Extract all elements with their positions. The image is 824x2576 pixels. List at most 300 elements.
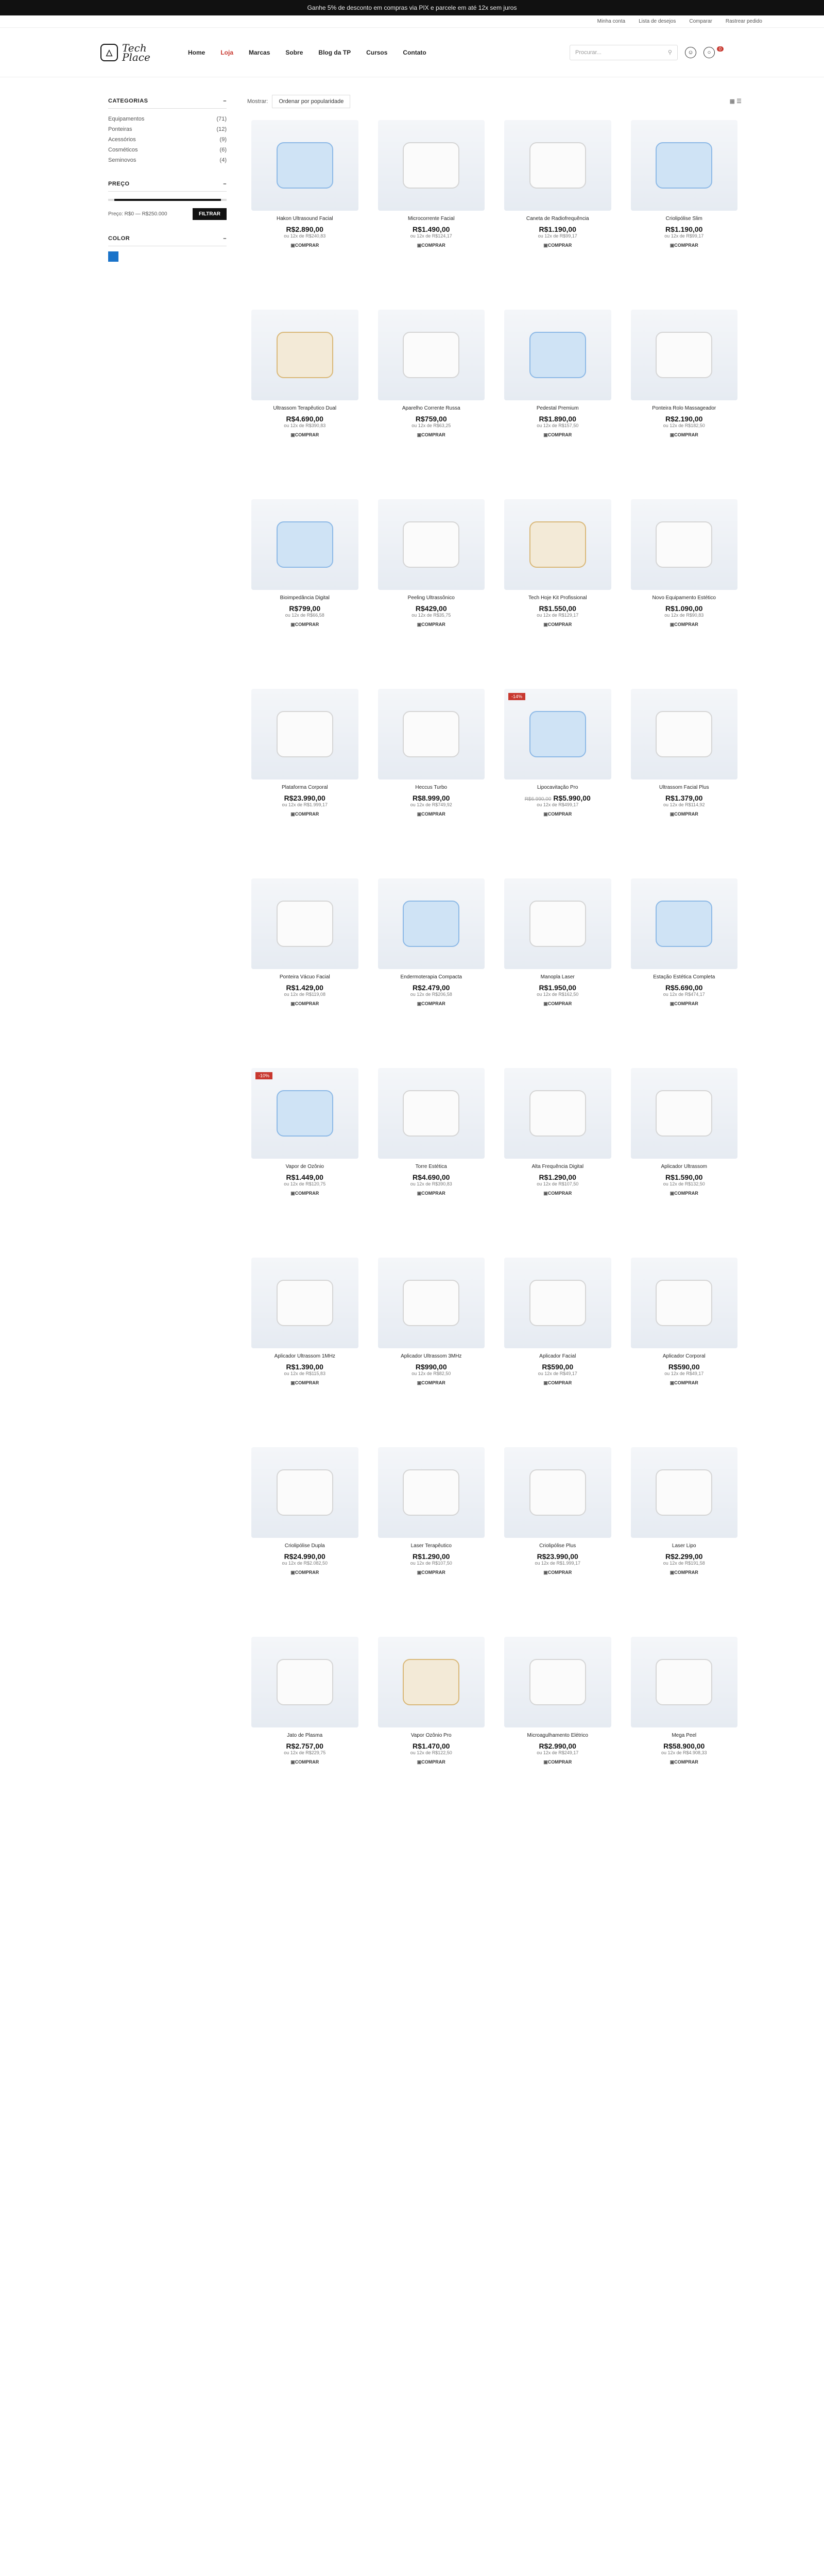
buy-button[interactable]: ▣ COMPRAR	[670, 1380, 698, 1386]
product-price: R$24.990,00	[284, 1552, 325, 1561]
cart-count-badge: 0	[717, 46, 724, 52]
color-swatch-blue[interactable]	[108, 251, 118, 262]
product-card[interactable]	[500, 499, 615, 689]
product-price: R$4.690,00	[413, 1173, 450, 1181]
product-price: R$1.090,00	[665, 604, 703, 613]
installments: ou 12x de R$119,08	[284, 992, 325, 997]
product-card[interactable]	[627, 1637, 742, 1826]
installments: ou 12x de R$249,17	[537, 1750, 579, 1755]
product-card[interactable]	[627, 878, 742, 1068]
logo-text: Tech Place	[122, 41, 150, 63]
product-title[interactable]: Laser Terapêutico	[410, 1543, 452, 1549]
installments: ou 12x de R$90,83	[664, 613, 704, 618]
product-price: R$1.290,00	[539, 1173, 576, 1181]
product-price: R$590,00	[668, 1363, 700, 1371]
product-photo	[403, 332, 459, 378]
product-photo	[656, 1090, 712, 1137]
product-price: R$429,00	[415, 604, 447, 613]
nav-brands[interactable]: Marcas	[249, 48, 270, 56]
buy-button[interactable]: ▣ COMPRAR	[543, 1001, 572, 1007]
product-photo	[656, 142, 712, 189]
listing-toolbar	[247, 98, 742, 105]
product-price: R$2.479,00	[413, 984, 450, 992]
product-price: R$2.190,00	[665, 415, 703, 423]
product-title[interactable]: Plataforma Corporal	[282, 785, 328, 790]
promo-text: Ganhe 5% de desconto em compras via PIX e parcele em até 12x sem juros	[307, 4, 517, 11]
installments: ou 12x de R$4.908,33	[661, 1750, 707, 1755]
installments: ou 12x de R$206,58	[410, 992, 452, 997]
nav-courses[interactable]: Cursos	[366, 48, 388, 56]
nav-contact[interactable]: Contato	[403, 48, 426, 56]
product-title[interactable]: Manopla Laser	[540, 974, 575, 980]
product-photo	[277, 142, 333, 189]
product-title[interactable]: Endermoterapia Compacta	[400, 974, 462, 980]
product-photo	[656, 711, 712, 757]
category-item[interactable]: Acessórios (9)	[108, 137, 227, 143]
product-image[interactable]	[631, 689, 738, 779]
product-photo	[277, 521, 333, 568]
product-title[interactable]: Bioimpedância Digital	[280, 595, 330, 601]
installments: ou 12x de R$749,92	[410, 802, 452, 807]
product-photo	[277, 711, 333, 757]
installments: ou 12x de R$474,17	[663, 992, 705, 997]
price-title: PREÇO	[108, 181, 130, 187]
site-header	[0, 28, 824, 77]
product-card[interactable]	[247, 1068, 363, 1258]
product-image[interactable]	[631, 499, 738, 590]
product-image[interactable]	[631, 1258, 738, 1348]
product-price: R$1.290,00	[413, 1552, 450, 1561]
buy-button[interactable]: ▣ COMPRAR	[670, 1570, 698, 1575]
product-title[interactable]: Laser Lipo	[672, 1543, 696, 1549]
product-title[interactable]: Aplicador Ultrassom 3MHz	[401, 1353, 462, 1359]
product-image[interactable]	[631, 1447, 738, 1538]
category-item[interactable]: Equipamentos (71)	[108, 116, 227, 122]
product-price: R$1.470,00	[413, 1742, 450, 1750]
old-price: R$6.990,00	[524, 796, 552, 802]
buy-button[interactable]: ▣ COMPRAR	[290, 1759, 319, 1765]
buy-button[interactable]: ▣ COMPRAR	[417, 811, 445, 817]
installments: ou 12x de R$182,50	[663, 423, 705, 428]
category-item[interactable]: Seminovos (4)	[108, 157, 227, 163]
product-photo	[529, 1659, 586, 1705]
buy-button[interactable]: ▣ COMPRAR	[543, 243, 572, 248]
logo-icon: △	[100, 44, 118, 61]
product-price: R$2.299,00	[665, 1552, 703, 1561]
buy-button[interactable]: ▣ COMPRAR	[670, 1001, 698, 1007]
product-price: R$2.757,00	[286, 1742, 323, 1750]
installments: ou 12x de R$229,75	[284, 1750, 326, 1755]
buy-button[interactable]: ▣ COMPRAR	[417, 1001, 445, 1007]
product-card[interactable]	[247, 1258, 363, 1447]
product-price: R$1.390,00	[286, 1363, 323, 1371]
product-price: R$1.190,00	[665, 225, 703, 233]
product-photo	[656, 1469, 712, 1516]
grid-view-icon[interactable]: ▦	[729, 98, 735, 105]
buy-button[interactable]: ▣ COMPRAR	[543, 1759, 572, 1765]
product-card[interactable]	[500, 120, 615, 310]
product-image[interactable]	[378, 499, 485, 590]
product-card[interactable]	[374, 1068, 489, 1258]
installments: ou 12x de R$35,75	[411, 613, 451, 618]
product-photo	[277, 332, 333, 378]
show-label: Mostrar:	[247, 98, 268, 105]
product-card[interactable]	[627, 499, 742, 689]
buy-button[interactable]: ▣ COMPRAR	[290, 432, 319, 438]
product-image[interactable]	[251, 1258, 358, 1348]
product-image[interactable]	[504, 1447, 611, 1538]
product-card[interactable]	[627, 310, 742, 499]
sale-badge: -10%	[255, 1072, 272, 1079]
logo[interactable]	[100, 43, 167, 62]
product-photo	[403, 142, 459, 189]
main-nav	[188, 49, 426, 56]
category-item[interactable]: Cosméticos (6)	[108, 147, 227, 153]
product-title[interactable]: Hakon Ultrasound Facial	[277, 216, 333, 222]
product-price: R$2.890,00	[286, 225, 323, 233]
buy-button[interactable]: ▣ COMPRAR	[543, 622, 572, 628]
utility-bar	[0, 15, 824, 28]
product-price: R$1.490,00	[413, 225, 450, 233]
product-price: R$590,00	[542, 1363, 574, 1371]
product-title[interactable]: Jato de Plasma	[287, 1733, 323, 1738]
product-image[interactable]	[251, 120, 358, 211]
product-card[interactable]	[247, 1447, 363, 1637]
product-price: R$23.990,00	[537, 1552, 578, 1561]
product-card[interactable]	[247, 689, 363, 878]
product-card[interactable]	[500, 1447, 615, 1637]
product-image[interactable]	[378, 1447, 485, 1538]
installments: ou 12x de R$82,50	[411, 1371, 451, 1376]
product-title[interactable]: Ponteira Vácuo Facial	[279, 974, 330, 980]
installments: ou 12x de R$157,50	[537, 423, 579, 428]
product-card[interactable]	[247, 310, 363, 499]
list-view-icon[interactable]: ☰	[736, 98, 742, 105]
product-image[interactable]	[378, 689, 485, 779]
installments: ou 12x de R$107,50	[410, 1561, 452, 1566]
installments: ou 12x de R$129,17	[537, 613, 579, 618]
product-card[interactable]	[627, 1068, 742, 1258]
installments: ou 12x de R$115,83	[284, 1371, 325, 1376]
installments: ou 12x de R$49,17	[538, 1371, 577, 1376]
buy-button[interactable]: ▣ COMPRAR	[290, 1001, 319, 1007]
installments: ou 12x de R$162,50	[537, 992, 579, 997]
product-photo	[277, 1659, 333, 1705]
buy-button[interactable]: ▣ COMPRAR	[290, 1570, 319, 1575]
product-photo	[277, 1469, 333, 1516]
buy-button[interactable]: ▣ COMPRAR	[290, 811, 319, 817]
product-image[interactable]	[251, 1637, 358, 1727]
installments: ou 12x de R$124,17	[410, 233, 452, 239]
product-title[interactable]: Lipocavitação Pro	[537, 785, 578, 790]
product-image[interactable]	[378, 1258, 485, 1348]
installments: ou 12x de R$114,92	[663, 802, 705, 807]
product-title[interactable]: Criolipólise Dupla	[284, 1543, 325, 1549]
product-photo	[656, 1280, 712, 1326]
product-image[interactable]	[251, 689, 358, 779]
product-image[interactable]	[504, 120, 611, 211]
product-image[interactable]	[504, 689, 611, 779]
product-photo	[403, 1659, 459, 1705]
product-card[interactable]	[500, 1258, 615, 1447]
product-card[interactable]	[374, 499, 489, 689]
cart-icon[interactable]: ○	[703, 47, 715, 58]
collapse-icon[interactable]: –	[223, 98, 227, 104]
product-price: R$990,00	[415, 1363, 447, 1371]
product-price: R$2.990,00	[539, 1742, 576, 1750]
product-title[interactable]: Mega Peel	[672, 1733, 697, 1738]
product-title[interactable]: Heccus Turbo	[415, 785, 448, 790]
product-image[interactable]	[378, 120, 485, 211]
installments: ou 12x de R$240,83	[284, 233, 326, 239]
product-card[interactable]	[374, 120, 489, 310]
product-card[interactable]	[247, 120, 363, 310]
product-title[interactable]: Caneta de Radiofrequência	[526, 216, 589, 222]
product-image[interactable]	[631, 1637, 738, 1727]
product-image[interactable]	[504, 878, 611, 969]
product-title[interactable]: Peeling Ultrassônico	[407, 595, 455, 601]
buy-button[interactable]: ▣ COMPRAR	[290, 1191, 319, 1196]
product-image[interactable]	[504, 1068, 611, 1159]
product-image[interactable]	[378, 1068, 485, 1159]
buy-button[interactable]: ▣ COMPRAR	[417, 1191, 445, 1196]
subbar-link-account[interactable]: Minha conta	[597, 19, 626, 24]
product-card[interactable]	[247, 499, 363, 689]
product-photo	[403, 1280, 459, 1326]
product-title[interactable]: Ponteira Rolo Massageador	[652, 405, 716, 411]
filter-button[interactable]: FILTRAR	[193, 208, 227, 220]
installments: ou 12x de R$499,17	[537, 802, 579, 807]
product-title[interactable]: Aplicador Corporal	[662, 1353, 706, 1359]
buy-button[interactable]: ▣ COMPRAR	[417, 432, 445, 438]
installments: ou 12x de R$122,50	[410, 1750, 452, 1755]
product-price: R$1.449,00	[286, 1173, 323, 1181]
product-price: R$1.429,00	[286, 984, 323, 992]
product-photo	[403, 711, 459, 757]
product-title[interactable]: Vapor de Ozônio	[285, 1164, 324, 1170]
product-image[interactable]	[631, 310, 738, 400]
installments: ou 12x de R$107,50	[537, 1181, 579, 1187]
product-image[interactable]	[504, 499, 611, 590]
product-price: R$1.890,00	[539, 415, 576, 423]
product-price: R$23.990,00	[284, 794, 325, 802]
product-grid	[247, 120, 742, 1826]
buy-button[interactable]: ▣ COMPRAR	[543, 1191, 572, 1196]
product-price: R$8.999,00	[413, 794, 450, 802]
nav-shop[interactable]: Loja	[220, 48, 234, 56]
search-input[interactable]: Procurar... ⚲	[570, 45, 678, 60]
product-listing	[247, 77, 742, 1826]
product-image[interactable]	[251, 1447, 358, 1538]
product-card[interactable]	[500, 1637, 615, 1826]
installments: ou 12x de R$191,58	[663, 1561, 705, 1566]
price-slider[interactable]	[108, 199, 227, 201]
product-photo	[277, 1090, 333, 1137]
product-photo	[529, 711, 586, 757]
product-price: R$4.690,00	[286, 415, 323, 423]
product-image[interactable]	[378, 1637, 485, 1727]
categories-title: CATEGORIAS	[108, 98, 148, 104]
installments: ou 12x de R$99,17	[538, 233, 577, 239]
user-icon[interactable]: ☺	[685, 47, 696, 58]
product-title[interactable]: Pedestal Premium	[536, 405, 579, 411]
buy-button[interactable]: ▣ COMPRAR	[417, 1380, 445, 1386]
product-title[interactable]: Ultrassom Terapêutico Dual	[273, 405, 337, 411]
product-photo	[529, 521, 586, 568]
product-price: R$1.550,00	[539, 604, 576, 613]
product-image[interactable]	[378, 310, 485, 400]
product-photo	[529, 332, 586, 378]
product-price: R$759,00	[415, 415, 447, 423]
installments: ou 12x de R$2.082,50	[282, 1561, 328, 1566]
installments: ou 12x de R$1.999,17	[282, 802, 328, 807]
product-image[interactable]	[378, 878, 485, 969]
nav-home[interactable]: Home	[188, 48, 205, 56]
product-title[interactable]: Torre Estética	[415, 1164, 447, 1170]
product-photo	[656, 332, 712, 378]
product-title[interactable]: Aplicador Facial	[539, 1353, 576, 1359]
nav-blog[interactable]: Blog da TP	[318, 48, 351, 56]
buy-button[interactable]: ▣ COMPRAR	[290, 622, 319, 628]
product-card[interactable]	[374, 1258, 489, 1447]
buy-button[interactable]: ▣ COMPRAR	[670, 432, 698, 438]
category-item[interactable]: Ponteiras (12)	[108, 126, 227, 132]
product-title[interactable]: Ultrassom Facial Plus	[659, 785, 709, 790]
product-price: R$1.950,00	[539, 984, 576, 992]
installments: ou 12x de R$390,83	[410, 1181, 452, 1187]
buy-button[interactable]: ▣ COMPRAR	[543, 432, 572, 438]
categories-filter	[108, 98, 227, 165]
color-title: COLOR	[108, 235, 130, 242]
buy-button[interactable]: ▣ COMPRAR	[417, 1570, 445, 1575]
product-photo	[529, 142, 586, 189]
product-title[interactable]: Estação Estética Completa	[653, 974, 715, 980]
product-title[interactable]: Vapor Ozônio Pro	[410, 1733, 452, 1738]
product-title[interactable]: Novo Equipamento Estético	[652, 595, 716, 601]
product-image[interactable]	[251, 878, 358, 969]
product-title[interactable]: Aplicador Ultrassom 1MHz	[274, 1353, 335, 1359]
buy-button[interactable]: ▣ COMPRAR	[670, 811, 698, 817]
product-card[interactable]	[627, 1258, 742, 1447]
product-card[interactable]	[374, 310, 489, 499]
product-card[interactable]	[500, 878, 615, 1068]
product-photo	[277, 901, 333, 947]
installments: ou 12x de R$49,17	[664, 1371, 704, 1376]
product-title[interactable]: Criolipólise Slim	[665, 216, 702, 222]
product-card[interactable]	[374, 1637, 489, 1826]
buy-button[interactable]: ▣ COMPRAR	[670, 243, 698, 248]
buy-button[interactable]: ▣ COMPRAR	[290, 1380, 319, 1386]
product-photo	[529, 1090, 586, 1137]
product-image[interactable]	[251, 310, 358, 400]
product-image[interactable]	[504, 1258, 611, 1348]
product-photo	[403, 901, 459, 947]
price-range-text: Preço: R$0 — R$250.000	[108, 211, 167, 217]
product-title[interactable]: Tech Hoje Kit Profissional	[528, 595, 587, 601]
nav-about[interactable]: Sobre	[285, 48, 303, 56]
search-icon[interactable]: ⚲	[667, 49, 672, 56]
subbar-link-track[interactable]: Rastrear pedido	[725, 19, 762, 24]
product-image[interactable]	[631, 878, 738, 969]
installments: ou 12x de R$63,25	[411, 423, 451, 428]
product-card[interactable]	[374, 1447, 489, 1637]
product-image[interactable]	[504, 310, 611, 400]
product-photo	[277, 1280, 333, 1326]
product-price: R$58.900,00	[663, 1742, 705, 1750]
product-photo	[529, 901, 586, 947]
filter-sidebar	[108, 77, 247, 1826]
installments: ou 12x de R$99,17	[664, 233, 704, 239]
product-photo	[403, 521, 459, 568]
product-photo	[656, 521, 712, 568]
product-card[interactable]	[500, 310, 615, 499]
subbar-link-compare[interactable]: Comparar	[689, 19, 712, 24]
product-title[interactable]: Microagulhamento Elétrico	[527, 1733, 588, 1738]
buy-button[interactable]: ▣ COMPRAR	[670, 622, 698, 628]
product-card[interactable]	[247, 878, 363, 1068]
buy-button[interactable]: ▣ COMPRAR	[417, 622, 445, 628]
product-photo	[529, 1469, 586, 1516]
buy-button[interactable]: ▣ COMPRAR	[543, 1570, 572, 1575]
product-image[interactable]	[631, 120, 738, 211]
product-photo	[656, 901, 712, 947]
product-photo	[656, 1659, 712, 1705]
product-photo	[529, 1280, 586, 1326]
product-price: R$1.379,00	[665, 794, 703, 802]
product-card[interactable]	[627, 1447, 742, 1637]
sort-select[interactable]: Ordenar por popularidade	[272, 95, 350, 108]
product-card[interactable]	[627, 120, 742, 310]
installments: ou 12x de R$66,58	[285, 613, 324, 618]
product-card[interactable]	[374, 689, 489, 878]
product-price: R$6.990,00 R$5.990,00	[524, 794, 591, 802]
buy-button[interactable]: ▣ COMPRAR	[417, 243, 445, 248]
product-image[interactable]	[504, 1637, 611, 1727]
buy-button[interactable]: ▣ COMPRAR	[543, 811, 572, 817]
buy-button[interactable]: ▣ COMPRAR	[670, 1191, 698, 1196]
product-title[interactable]: Aplicador Ultrassom	[661, 1164, 707, 1170]
installments: ou 12x de R$1.999,17	[535, 1561, 581, 1566]
product-image[interactable]	[251, 1068, 358, 1159]
product-price: R$799,00	[289, 604, 321, 613]
product-title[interactable]: Criolipólise Plus	[539, 1543, 576, 1549]
product-card[interactable]	[374, 878, 489, 1068]
collapse-icon[interactable]: –	[223, 181, 227, 187]
product-title[interactable]: Microcorrente Facial	[407, 216, 455, 222]
product-card[interactable]	[627, 689, 742, 878]
product-title[interactable]: Alta Frequência Digital	[531, 1164, 584, 1170]
product-card[interactable]	[247, 1637, 363, 1826]
product-price: R$5.690,00	[665, 984, 703, 992]
collapse-icon[interactable]: –	[223, 235, 227, 242]
buy-button[interactable]: ▣ COMPRAR	[543, 1380, 572, 1386]
price-filter	[108, 181, 227, 220]
product-photo	[403, 1090, 459, 1137]
product-photo	[403, 1469, 459, 1516]
product-image[interactable]	[251, 499, 358, 590]
buy-button[interactable]: ▣ COMPRAR	[417, 1759, 445, 1765]
product-image[interactable]	[631, 1068, 738, 1159]
product-title[interactable]: Aparelho Corrente Russa	[402, 405, 460, 411]
installments: ou 12x de R$132,50	[663, 1181, 705, 1187]
subbar-link-wishlist[interactable]: Lista de desejos	[639, 19, 676, 24]
buy-button[interactable]: ▣ COMPRAR	[290, 243, 319, 248]
sale-badge: -14%	[508, 693, 525, 700]
buy-button[interactable]: ▣ COMPRAR	[670, 1759, 698, 1765]
product-card[interactable]	[500, 1068, 615, 1258]
installments: ou 12x de R$120,75	[284, 1181, 326, 1187]
product-card[interactable]	[500, 689, 615, 878]
